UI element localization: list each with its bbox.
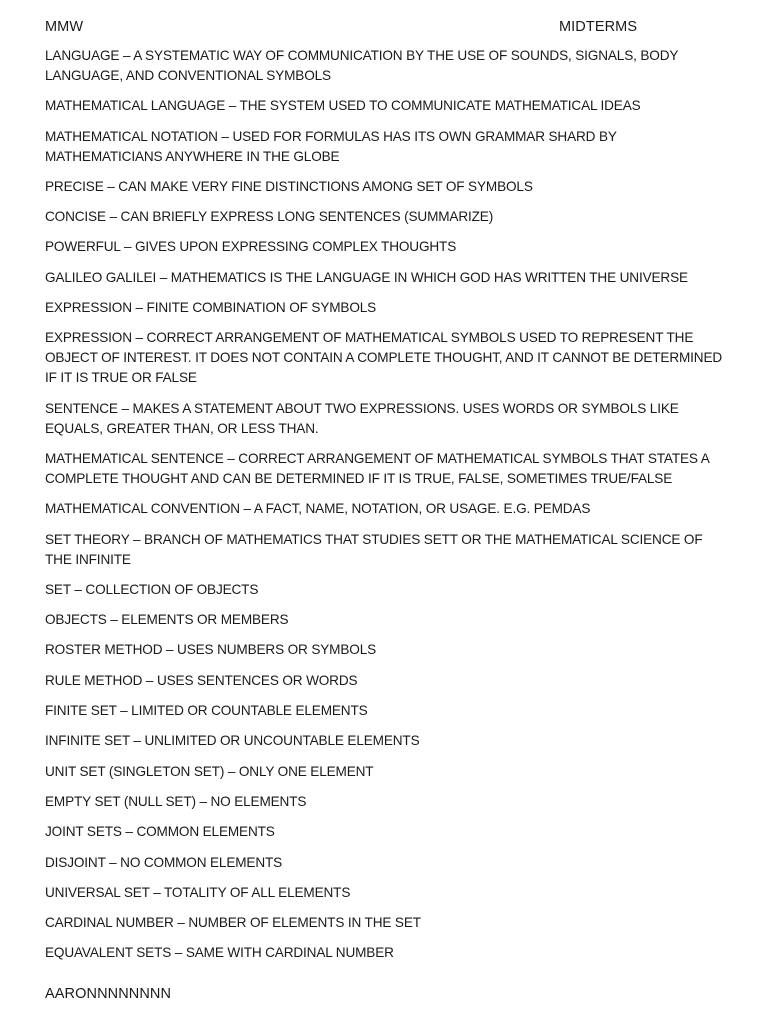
note-joint-sets: JOINT SETS – COMMON ELEMENTS — [45, 824, 275, 840]
note-mathematical-convention: MATHEMATICAL CONVENTION – A FACT, NAME, NOTATION, OR USAGE. E.G. PEMDAS — [45, 501, 591, 517]
note-set-theory: SET THEORY – BRANCH OF MATHEMATICS THAT STUDIES SETT OR THE MATHEMATICAL SCIENCE OF THE INFINITE — [45, 531, 703, 567]
note-sentence: SENTENCE – MAKES A STATEMENT ABOUT TWO EXPRESSIONS. USES WORDS OR SYMBOLS LIKE EQUALS, GREATER THAN, OR LESS THAN. — [45, 400, 679, 436]
note-rule-method: RULE METHOD – USES SENTENCES OR WORDS — [45, 672, 358, 688]
note-infinite-set: INFINITE SET – UNLIMITED OR UNCOUNTABLE ELEMENTS — [45, 733, 420, 749]
course-label: MMW — [45, 19, 84, 35]
note-roster-method: ROSTER METHOD – USES NUMBERS OR SYMBOLS — [45, 642, 377, 658]
note-precise: PRECISE – CAN MAKE VERY FINE DISTINCTIONS AMONG SET OF SYMBOLS — [45, 178, 533, 194]
document-header — [45, 19, 725, 39]
author-signature: AARONNNNNNNN — [45, 986, 172, 1002]
note-finite-set: FINITE SET – LIMITED OR COUNTABLE ELEMENTS — [45, 703, 368, 719]
note-set: SET – COLLECTION OF OBJECTS — [45, 581, 259, 597]
note-concise: CONCISE – CAN BRIEFLY EXPRESS LONG SENTENCES (SUMMARIZE) — [45, 209, 494, 225]
note-universal-set: UNIVERSAL SET – TOTALITY OF ALL ELEMENTS — [45, 884, 351, 900]
note-mathematical-notation: MATHEMATICAL NOTATION – USED FOR FORMULAS HAS ITS OWN GRAMMAR SHARD BY MATHEMATICIANS ANYWHERE IN THE GLOBE — [45, 128, 617, 164]
notes-list — [45, 46, 729, 974]
note-empty-set: EMPTY SET (NULL SET) – NO ELEMENTS — [45, 793, 307, 809]
note-expression-2: EXPRESSION – CORRECT ARRANGEMENT OF MATHEMATICAL SYMBOLS USED TO REPRESENT THE OBJECT OF INTEREST. IT DOES NOT CONTAIN A COMPLETE THOUGHT, AND IT CANNOT BE DETERMINED IF IT IS TRUE OR FALSE — [45, 330, 723, 386]
note-cardinal-number: CARDINAL NUMBER – NUMBER OF ELEMENTS IN THE SET — [45, 915, 421, 931]
term-label: MIDTERMS — [559, 19, 638, 35]
note-unit-set: UNIT SET (SINGLETON SET) – ONLY ONE ELEMENT — [45, 763, 374, 779]
note-galileo: GALILEO GALILEI – MATHEMATICS IS THE LANGUAGE IN WHICH GOD HAS WRITTEN THE UNIVERSE — [45, 269, 688, 285]
note-powerful: POWERFUL – GIVES UPON EXPRESSING COMPLEX THOUGHTS — [45, 239, 457, 255]
note-disjoint: DISJOINT – NO COMMON ELEMENTS — [45, 854, 283, 870]
note-objects: OBJECTS – ELEMENTS OR MEMBERS — [45, 612, 289, 628]
note-equivalent-sets: EQUAVALENT SETS – SAME WITH CARDINAL NUMBER — [45, 945, 394, 961]
note-mathematical-language: MATHEMATICAL LANGUAGE – THE SYSTEM USED TO COMMUNICATE MATHEMATICAL IDEAS — [45, 98, 641, 114]
note-language: LANGUAGE – A SYSTEMATIC WAY OF COMMUNICATION BY THE USE OF SOUNDS, SIGNALS, BODY LANGUAGE, AND CONVENTIONAL SYMBOLS — [45, 48, 679, 83]
note-mathematical-sentence: MATHEMATICAL SENTENCE – CORRECT ARRANGEMENT OF MATHEMATICAL SYMBOLS THAT STATES A COMPLETE THOUGHT AND CAN BE DETERMINED IF IT IS TRUE, FALSE, SOMETIMES TRUE/FALSE — [45, 450, 709, 486]
note-expression-1: EXPRESSION – FINITE COMBINATION OF SYMBOLS — [45, 300, 377, 316]
